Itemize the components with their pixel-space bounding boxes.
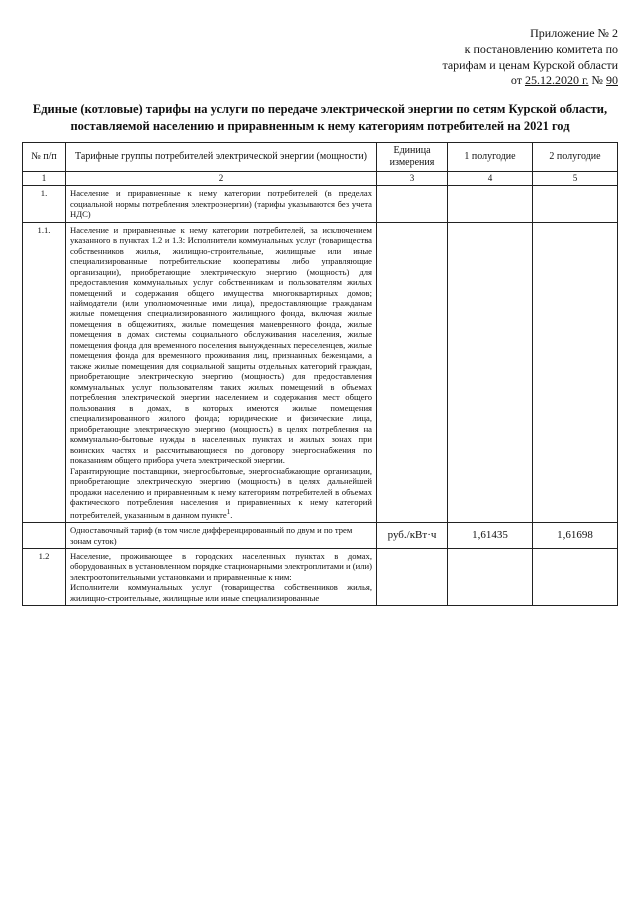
table-header-row <box>23 142 618 171</box>
decree-number: 90 <box>606 73 618 88</box>
row-unit <box>377 549 448 606</box>
header-group: Тарифные группы потребителей электрической энергии (мощности) <box>66 142 377 171</box>
row-unit: руб./кВт·ч <box>377 523 448 549</box>
appendix-line: тарифам и ценам Курской области <box>442 57 618 72</box>
row-value <box>533 222 618 522</box>
header-h1: 1 полугодие <box>448 142 533 171</box>
header-num: № п/п <box>23 142 66 171</box>
header-unit: Единица измерения <box>377 142 448 171</box>
row-num <box>23 523 66 549</box>
tariff-table <box>22 142 618 607</box>
document-title: Единые (котловые) тарифы на услуги по передаче электрической энергии по сетям Курской области, поставляемой населению и приравненным к нему категориям потребителей на 2021 год <box>32 102 608 133</box>
footnote-mark: 1 <box>226 507 231 516</box>
row-unit <box>377 222 448 522</box>
tariff-h2-value: 1,61698 <box>533 523 618 549</box>
row-value <box>448 549 533 606</box>
index-cell: 5 <box>533 172 618 186</box>
table-row <box>23 549 618 606</box>
appendix-number: Приложение № 2 <box>530 26 618 40</box>
row-text: Одноставочный тариф (в том числе дифференцированный по двум и по трем зонам суток) <box>66 523 377 549</box>
index-cell: 4 <box>448 172 533 186</box>
decree-date: 25.12.2020 г. <box>524 73 589 88</box>
row-value <box>448 222 533 522</box>
appendix-date-line: от 25.12.2020 г. № 90 <box>510 73 618 88</box>
table-row <box>23 186 618 222</box>
table-row <box>23 222 618 522</box>
index-cell: 1 <box>23 172 66 186</box>
table-index-row <box>23 172 618 186</box>
row-value <box>533 549 618 606</box>
row-value <box>533 186 618 222</box>
header-h2: 2 полугодие <box>533 142 618 171</box>
row-num: 1.2 <box>23 549 66 606</box>
appendix-header <box>22 26 618 89</box>
row-value <box>448 186 533 222</box>
row-text: Население, проживающее в городских населенных пунктах в домах, оборудованных в установленном порядке стационарными электроплитами и (или) электроотопительными установками и приравненные к ним: Исполнители коммунальных услуг (товарищества собственников жилья, жилищно-строительные, жилищные или иные специализированные <box>66 549 377 606</box>
index-cell: 3 <box>377 172 448 186</box>
table-row <box>23 523 618 549</box>
index-cell: 2 <box>66 172 377 186</box>
row-text: Население и приравненные к нему категории потребителей (в пределах социальной нормы потребления электроэнергии) (тарифы указываются без учета НДС) <box>66 186 377 222</box>
tariff-h1-value: 1,61435 <box>448 523 533 549</box>
row-text: Население и приравненные к нему категории потребителей, за исключением указанного в пунктах 1.2 и 1.3: Исполнители коммунальных услуг (товарищества собственников жилья, жилищно-строительные, жилищные или иные специализированные потребительские кооперативы либо управляющие организации), приобретающие электрическую энергию (мощность) для предоставления коммунальных услуг собственникам и пользователям жилых помещений и содержания общего имущества многоквартирных домов; наймодатели (или уполномоченные ими лица), предоставляющие гражданам жилые помещения специализированного жилищного фонда, включая жилые помещения в общежитиях, жилые помещения маневренного фонда, жилые помещения в домах системы социального обслуживания населения, жилые помещения фонда для временного поселения вынужденных переселенцев, жилые помещения фонда для временного проживания лиц, признанных беженцами, а также жилые помещения для социальной защиты отдельных категорий граждан, приобретающие электрическую энергию (мощность) для предоставления коммунальных услуг пользователям таких жилых помещений в объемах потребления электрической энергии населением и содержания мест общего пользования в домах, в которых имеются жилые помещения специализированного жилого фонда; юридические и физические лица, приобретающие электрическую энергию (мощность) в целях потребления на коммунально-бытовые нужды в населенных пунктах и жилых зонах при воинских частях и рассчитывающиеся по договору энергоснабжения по показаниям общего прибора учета электрической энергии. Гарантирующие поставщики, энергосбытовые, энергоснабжающие организации, приобретающие электрическую энергию (мощность) в целях дальнейшей продажи населению и приравненным к нему категориям потребителей в объемах фактического потребления населения и приравненных к нему категорий потребителей, указанным в данном пункте$^1$. <box>66 222 377 522</box>
row-num: 1.1. <box>23 222 66 522</box>
row-unit <box>377 186 448 222</box>
appendix-line: к постановлению комитета по <box>464 41 618 56</box>
row-num: 1. <box>23 186 66 222</box>
